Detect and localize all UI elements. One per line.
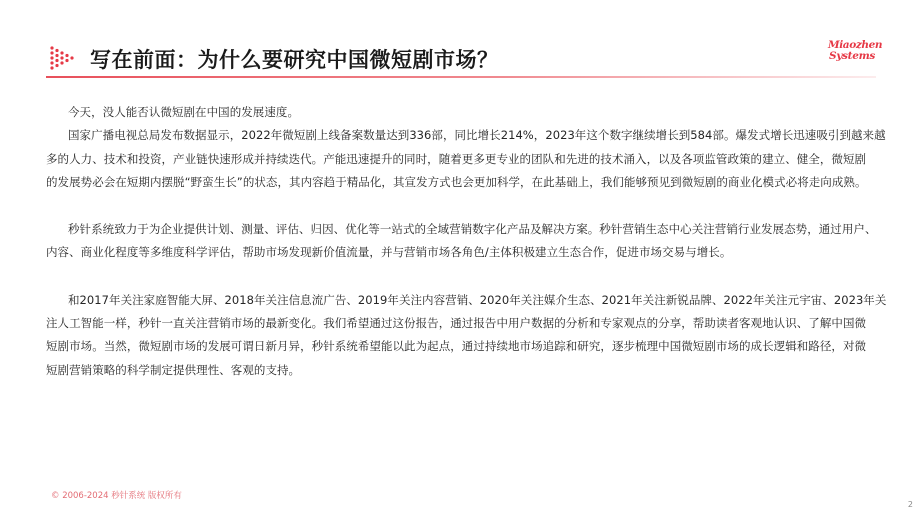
text-line: 短剧营销策略的科学制定提供理性、客观的支持。 (46, 362, 301, 377)
text-line: 和2017年关注家庭智能大屏、2018年关注信息流广告、2019年关注内容营销、2020年关注媒介生态、2021年关注新锐品牌、2022年关注元宇宙、2023年关 (68, 292, 887, 307)
text-line: 国家广播电视总局发布数据显示，2022年微短剧上线备案数量达到336部，同比增长214%，2023年这个数字继续增长到584部。爆发式增长迅速吸引到越来越 (68, 128, 886, 143)
text-line: 内容、商业化程度等多维度科学评估，帮助市场发现新价值流量，并与营销市场各角色/主体积极建立生态合作，促进市场交易与增长。 (46, 245, 732, 260)
paragraph-history (46, 289, 887, 382)
arrow-logo-icon (49, 45, 75, 71)
brand-logo-line2: Systems (828, 50, 876, 62)
brand-logo (828, 39, 883, 62)
body-text (46, 101, 887, 406)
text-line: 短剧市场。当然，微短剧市场的发展可谓日新月异，秒针系统希望能以此为起点，通过持续地市场追踪和研究，逐步梳理中国微短剧市场的成长逻辑和路径，对微 (46, 339, 867, 354)
text-line: 的发展势必会在短期内摆脱“野蛮生长”的状态，其内容趋于精品化，其宣发方式也会更加科学，在此基础上，我们能够预见到微短剧的商业化模式必将走向成熟。 (46, 174, 867, 189)
page-number: 2 (907, 500, 913, 509)
text-line: 注人工智能一样，秒针一直关注营销市场的最新变化。我们希望通过这份报告，通过报告中用户数据的分析和专家观点的分享，帮助读者客观地认识、了解中国微 (46, 316, 867, 331)
copyright-footer: © 2006-2024 秒针系统 版权所有 (51, 491, 182, 501)
text-line: 今天，没人能否认微短剧在中国的发展速度。 (68, 105, 299, 119)
page-title: 写在前面：为什么要研究中国微短剧市场？ (90, 48, 499, 72)
brand-logo-line1: Miaozhen (828, 39, 883, 51)
paragraph-intro (46, 101, 886, 194)
text-line: 多的人力、技术和投资，产业链快速形成并持续迭代。产能迅速提升的同时，随着更多更专业的团队和先进的技术涌入，以及各项监管政策的建立、健全，微短剧 (46, 151, 867, 166)
text-line: 秒针系统致力于为企业提供计划、测量、评估、归因、优化等一站式的全域营销数字化产品及解决方案。秒针营销生态中心关注营销行业发展态势，通过用户、 (68, 222, 877, 237)
paragraph-company (46, 218, 876, 265)
title-divider (46, 76, 876, 78)
